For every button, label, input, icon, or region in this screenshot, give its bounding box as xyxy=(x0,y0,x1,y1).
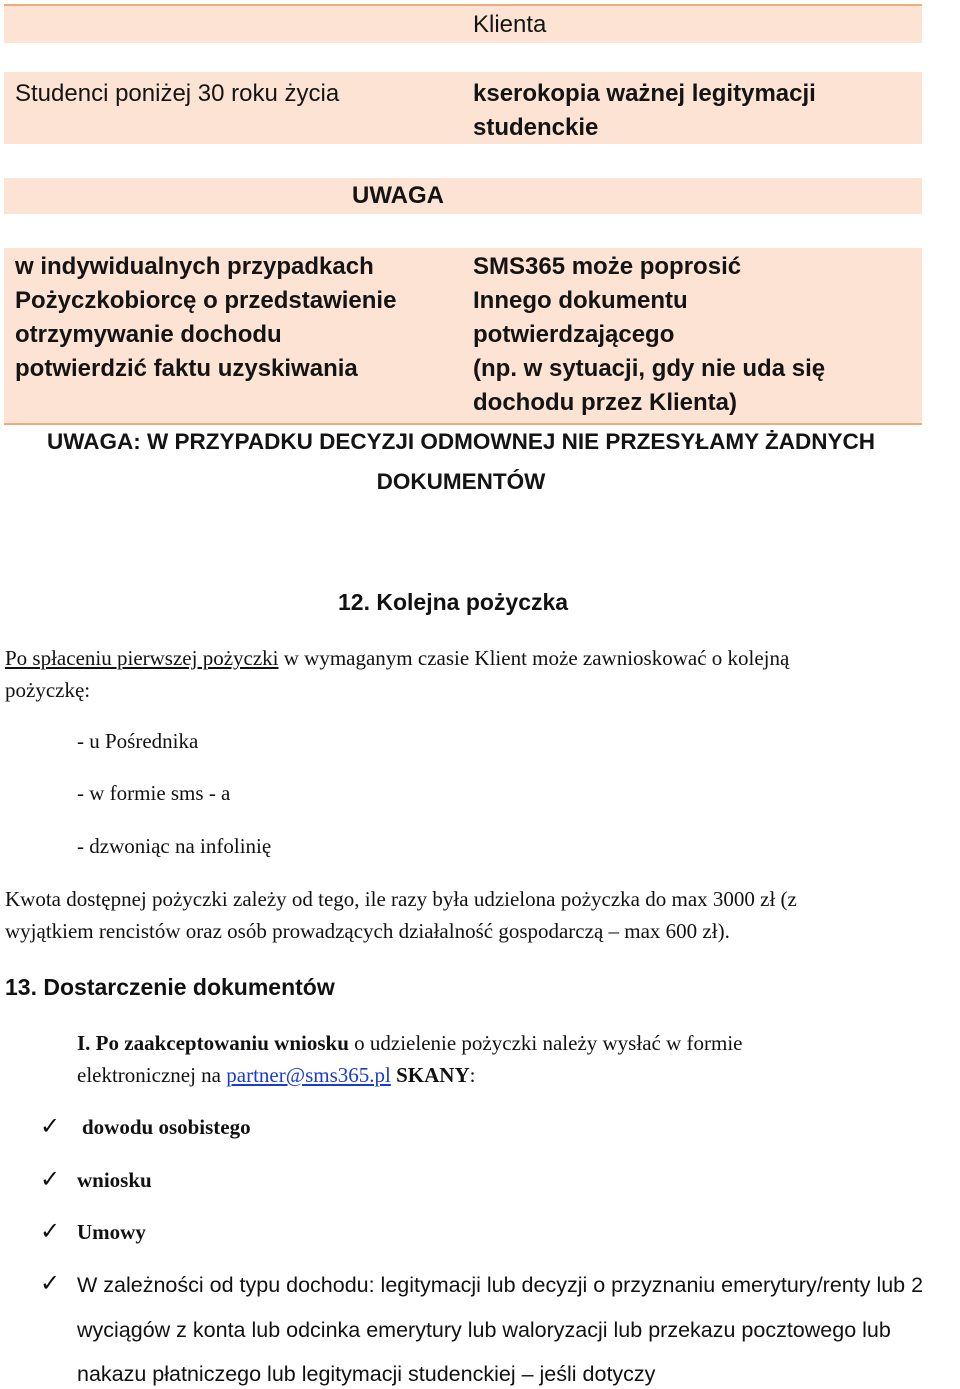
indiv-right-line-1: SMS365 może poprosić xyxy=(473,253,742,280)
table-row-uwaga xyxy=(4,178,922,214)
table-cell-students-doc-2: studenckie xyxy=(473,114,599,141)
checklist-item-income-doc-line-3: nakazu płatniczego lub legitymacji studenckiej – jeśli dotyczy xyxy=(77,1362,656,1386)
table-cell-students-doc-1: kserokopia ważnej legitymacji xyxy=(473,80,816,107)
indiv-right-line-4: (np. w sytuacji, gdy nie uda się xyxy=(473,355,826,382)
loan-option-hotline: - dzwoniąc na infolinię xyxy=(77,834,272,858)
loan-amount-line-1: Kwota dostępnej pożyczki zależy od tego, ile razy była udzielona pożyczka do max 3000 zł (z xyxy=(5,887,797,911)
intro-rest-text: w wymaganym czasie Klient może zawnioskować o kolejną xyxy=(278,646,790,670)
table-cell-students-label: Studenci poniżej 30 roku życia xyxy=(15,80,340,107)
check-icon: ✓ xyxy=(40,1218,61,1245)
checklist-item-id-card: dowodu osobistego xyxy=(82,1115,251,1139)
check-icon: ✓ xyxy=(40,1113,61,1140)
skany-bold: SKANY xyxy=(390,1063,470,1087)
indiv-right-line-2: Innego dokumentu xyxy=(473,287,688,314)
table-cell-klienta: Klienta xyxy=(473,11,547,38)
partner-email-link[interactable]: partner@sms365.pl xyxy=(226,1063,391,1087)
p1-rest-text: o udzielenie pożyczki należy wysłać w formie xyxy=(348,1031,743,1055)
indiv-left-line-3: otrzymywanie dochodu xyxy=(15,321,282,348)
warning-line-2: DOKUMENTÓW xyxy=(376,469,546,494)
check-icon: ✓ xyxy=(40,1270,61,1297)
section-13-heading: 13. Dostarczenie dokumentów xyxy=(5,974,335,1000)
table-row-klienta xyxy=(4,4,922,43)
loan-amount-line-2: wyjątkiem rencistów oraz osób prowadzących działalność gospodarczą – max 600 zł). xyxy=(5,919,730,943)
checklist-item-income-doc-line-2: wyciągów z konta lub odcinka emerytury lub waloryzacji lub przekazu pocztowego lub xyxy=(77,1318,891,1342)
warning-line-1: UWAGA: W PRZYPADKU DECYZJI ODMOWNEJ NIE PRZESYŁAMY ŻADNYCH xyxy=(47,429,875,454)
indiv-left-line-1: w indywidualnych przypadkach xyxy=(15,253,374,280)
indiv-right-line-3: potwierdzającego xyxy=(473,321,675,348)
section-12-intro-line-2: pożyczkę: xyxy=(5,678,91,702)
section-13-paragraph-line-1 xyxy=(77,1027,742,1059)
loan-option-sms: - w formie sms - a xyxy=(77,781,231,805)
check-icon: ✓ xyxy=(40,1166,61,1193)
checklist-item-income-doc-line-1: W zależności od typu dochodu: legitymacji lub decyzji o przyznaniu emerytury/renty lub 2 xyxy=(77,1273,924,1297)
table-row-students xyxy=(4,72,922,144)
section-13-paragraph-line-2 xyxy=(77,1059,475,1091)
indiv-left-line-4: potwierdzić faktu uzyskiwania xyxy=(15,355,358,382)
section-12-intro xyxy=(5,642,789,674)
checklist-item-contract: Umowy xyxy=(77,1220,146,1244)
indiv-left-line-2: Pożyczkobiorcę o przedstawienie xyxy=(15,287,397,314)
checklist-item-application: wniosku xyxy=(77,1168,152,1192)
accepted-application-bold: I. Po zaakceptowaniu wniosku xyxy=(77,1031,349,1055)
indiv-right-line-5: dochodu przez Klienta) xyxy=(473,389,737,416)
table-row-individual-cases xyxy=(4,248,922,425)
table-cell-uwaga: UWAGA xyxy=(352,182,444,209)
section-12-heading: 12. Kolejna pożyczka xyxy=(338,589,569,615)
intro-underlined-text: Po spłaceniu pierwszej pożyczki xyxy=(5,646,279,670)
loan-option-intermediary: - u Pośrednika xyxy=(77,729,199,753)
p2-colon: : xyxy=(469,1063,476,1087)
p2-start-text: elektronicznej na xyxy=(77,1063,227,1087)
